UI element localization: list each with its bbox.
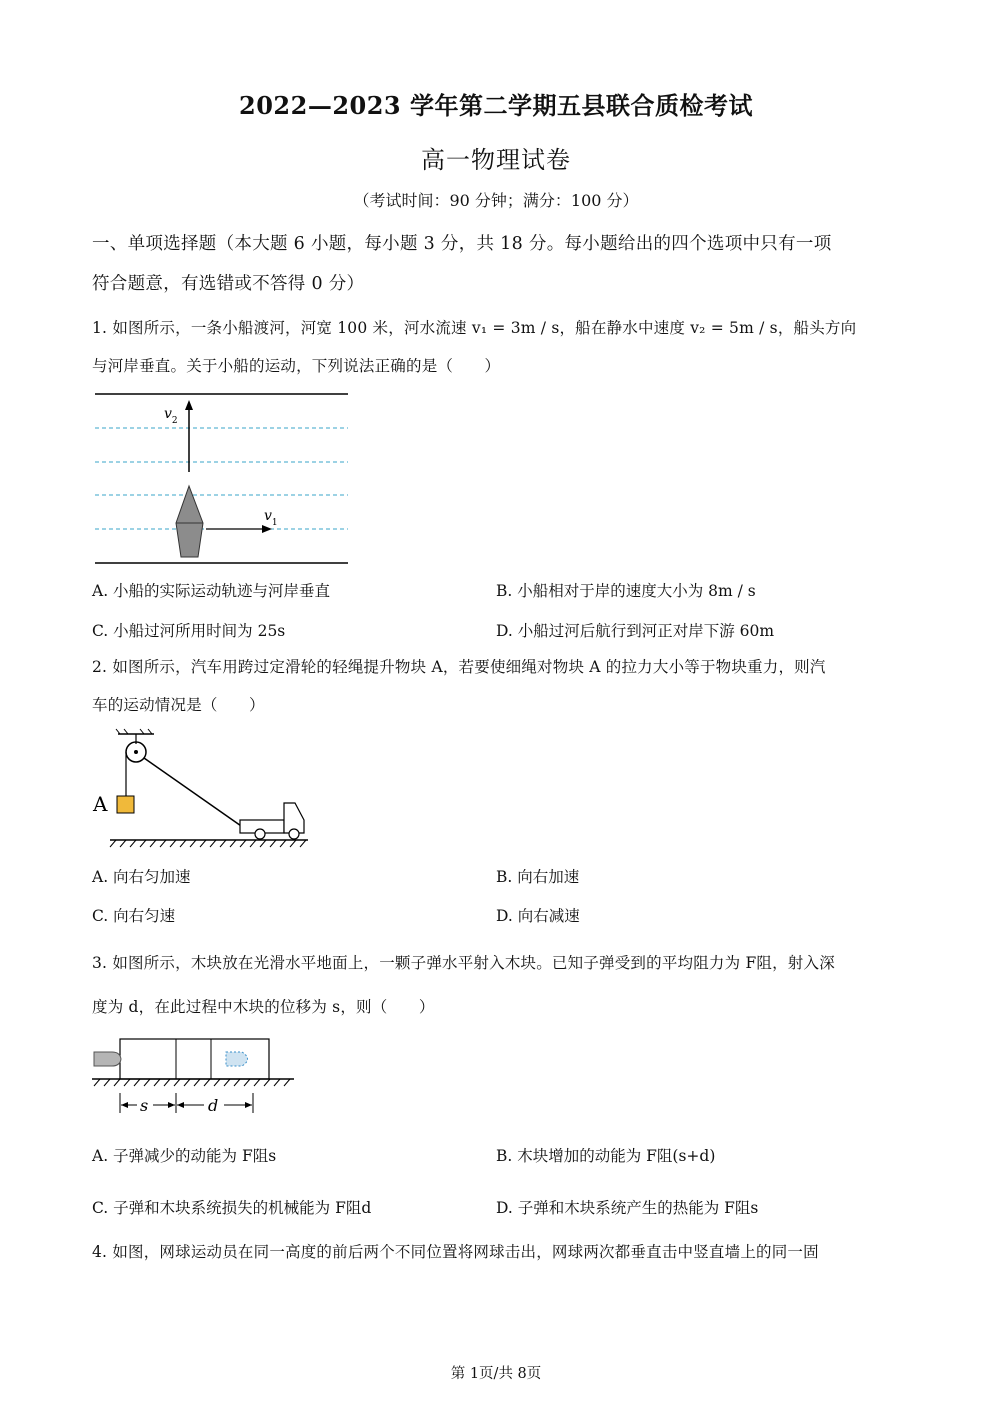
block-a-label: A <box>93 792 108 816</box>
s-dim-arrowhead <box>168 1102 175 1108</box>
q2-option-b: B. 向右加速 <box>496 868 580 886</box>
section-heading-line2: 符合题意，有选错或不答得 0 分） <box>92 274 365 294</box>
exam-title: 2022—2023 学年第二学期五县联合质检考试 <box>239 91 753 120</box>
question-2-figure <box>90 728 312 850</box>
boat-shape <box>176 486 203 557</box>
page-number: 第 1页/共 8页 <box>450 1366 542 1382</box>
d-dim-arrowhead <box>245 1102 252 1108</box>
section-heading-line1: 一、单项选择题（本大题 6 小题，每小题 3 分，共 18 分。每小题给出的四个选项中只有一项 <box>92 234 832 254</box>
q2-option-c: C. 向右匀速 <box>92 907 176 925</box>
exam-info: （考试时间：90 分钟；满分：100 分） <box>353 191 639 210</box>
question-2-stem <box>92 648 904 724</box>
question-1-stem <box>92 309 904 385</box>
truck-wheel <box>255 829 265 839</box>
s-dim-arrowhead <box>121 1102 128 1108</box>
bullet-embedded <box>226 1052 248 1066</box>
q1-option-c: C. 小船过河所用时间为 25s <box>92 622 286 640</box>
q3-option-c: C. 子弹和木块系统损失的机械能为 F阻d <box>92 1199 372 1217</box>
v2-arrowhead <box>185 400 193 410</box>
q3-option-a: A. 子弹减少的动能为 F阻s <box>92 1147 277 1165</box>
question-1-figure <box>92 388 354 570</box>
d-dim-arrowhead <box>177 1102 184 1108</box>
bullet-initial <box>94 1052 121 1066</box>
q1-option-b: B. 小船相对于岸的速度大小为 8m / s <box>496 582 756 600</box>
d-label: d <box>208 1096 219 1115</box>
exam-subtitle: 高一物理试卷 <box>421 146 571 174</box>
question-4-stem <box>92 1233 904 1271</box>
question-3-stem <box>92 941 904 1029</box>
q1-option-d: D. 小船过河后航行到河正对岸下游 60m <box>496 622 775 640</box>
question-1-line2: 与河岸垂直。关于小船的运动，下列说法正确的是（ ） <box>92 357 501 375</box>
floor-hatching <box>94 1079 290 1086</box>
question-2-line2: 车的运动情况是（ ） <box>92 696 265 714</box>
question-3-line2: 度为 d，在此过程中木块的位移为 s，则（ ） <box>92 998 435 1016</box>
s-label: s <box>140 1096 149 1115</box>
q2-option-a: A. 向右匀加速 <box>92 868 191 886</box>
pulley-axle <box>134 750 138 754</box>
q1-option-a: A. 小船的实际运动轨迹与河岸垂直 <box>92 582 331 600</box>
q2-option-d: D. 向右减速 <box>496 907 580 925</box>
question-3-figure <box>90 1034 300 1118</box>
rope-diagonal <box>144 758 244 828</box>
v1-arrowhead <box>262 525 272 533</box>
ground-hatching <box>110 840 306 847</box>
question-4-line1: 4. 如图，网球运动员在同一高度的前后两个不同位置将网球击出，网球两次都垂直击中竖直墙上的同一固 <box>92 1243 819 1261</box>
v1-label: $v_1$ <box>264 508 278 528</box>
q3-option-b: B. 木块增加的动能为 F阻(s+d) <box>496 1147 716 1165</box>
question-3-line1: 3. 如图所示，木块放在光滑水平地面上，一颗子弹水平射入木块。已知子弹受到的平均阻力为 F阻，射入深 <box>92 954 835 972</box>
v2-label: $v_2$ <box>164 406 178 426</box>
question-2-line1: 2. 如图所示，汽车用跨过定滑轮的轻绳提升物块 A，若要使细绳对物块 A 的拉力大小等于物块重力，则汽 <box>92 658 826 676</box>
question-1-line1: 1. 如图所示，一条小船渡河，河宽 100 米，河水流速 v₁ = 3m / s，船在静水中速度 v₂ = 5m / s，船头方向 <box>92 319 857 337</box>
section-heading <box>92 224 904 304</box>
q3-option-d: D. 子弹和木块系统产生的热能为 F阻s <box>496 1199 759 1217</box>
block-a <box>117 796 134 813</box>
truck-wheel <box>289 829 299 839</box>
